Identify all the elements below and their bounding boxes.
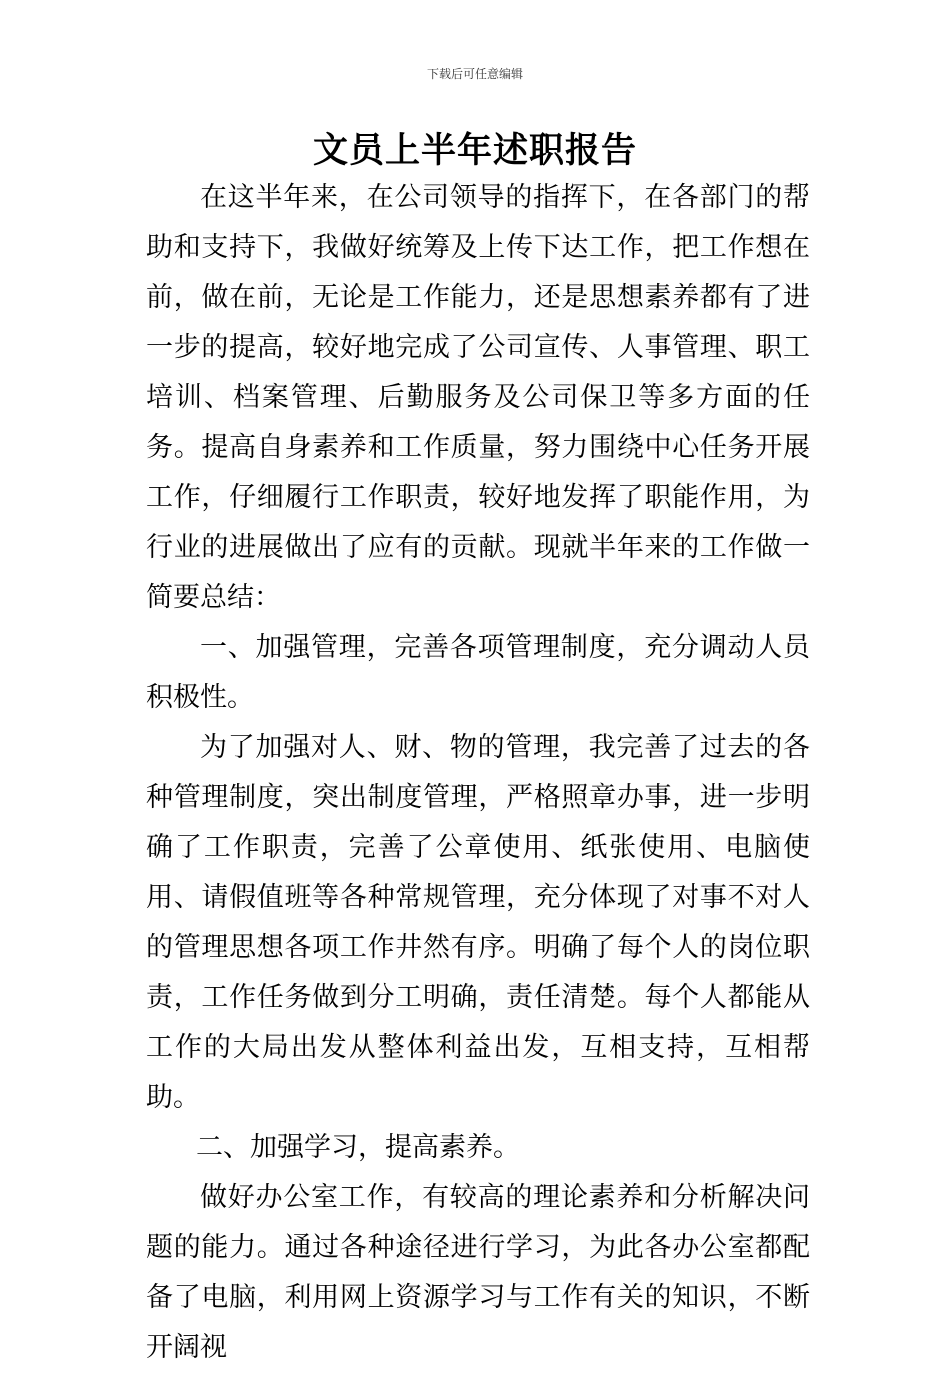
section-heading-1: 一、加强管理，完善各项管理制度，充分调动人员积极性。 [146, 632, 810, 713]
document-title: 文员上半年述职报告 [312, 131, 637, 171]
document-body [146, 173, 810, 1373]
paragraph-intro: 在这半年来，在公司领导的指挥下，在各部门的帮助和支持下，我做好统筹及上传下达工作，把工作想在前，做在前，无论是工作能力，还是思想素养都有了进一步的提高，较好地完成了公司宣传、人事管理、职工培训、档案管理、后勤服务及公司保卫等多方面的任务。提高自身素养和工作质量，努力围绕中心任务开展工作，仔细履行工作职责，较好地发挥了职能作用，为行业的进展做出了应有的贡献。现就半年来的工作做一简要总结： [146, 182, 810, 613]
header-note: 下载后可任意编辑 [426, 67, 523, 81]
section-heading-2: 二、加强学习，提高素养。 [196, 1132, 520, 1163]
paragraph-learning: 做好办公室工作，有较高的理论素养和分析解决问题的能力。通过各种途径进行学习，为此各办公室都配备了电脑，利用网上资源学习与工作有关的知识，不断开阔视 [146, 1182, 810, 1363]
paragraph-management: 为了加强对人、财、物的管理，我完善了过去的各种管理制度，突出制度管理，严格照章办事，进一步明确了工作职责，完善了公章使用、纸张使用、电脑使用、请假值班等各种常规管理，充分体现了对事不对人的管理思想各项工作井然有序。明确了每个人的岗位职责，工作任务做到分工明确，责任清楚。每个人都能从工作的大局出发从整体利益出发，互相支持，互相帮助。 [146, 732, 810, 1113]
